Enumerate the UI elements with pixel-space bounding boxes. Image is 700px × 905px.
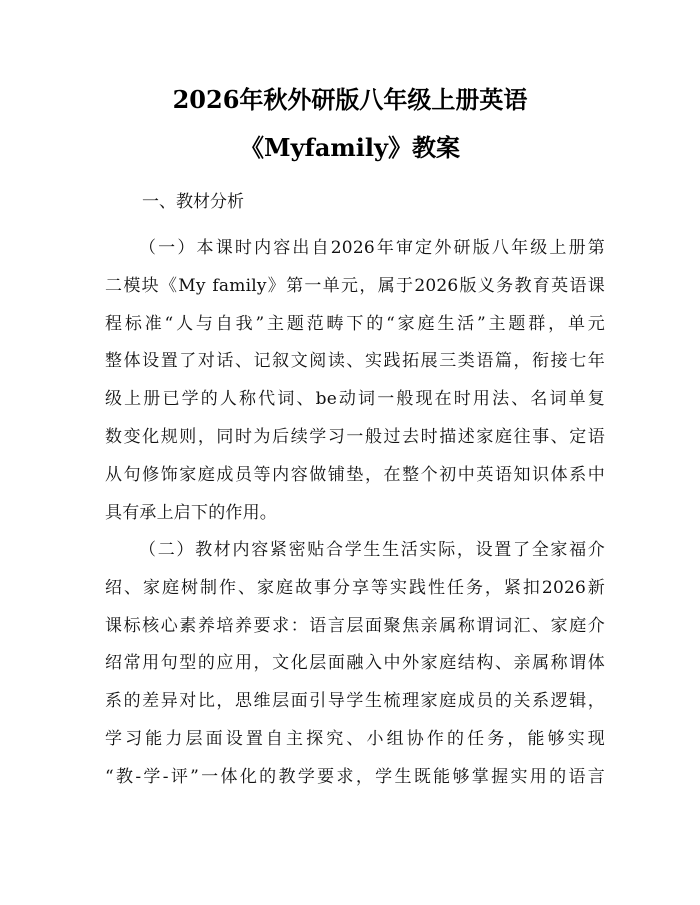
paragraph-1-line: 程标准“人与自我”主题范畴下的“家庭生活”主题群，单元 — [105, 313, 605, 334]
paragraph-2-line: （二）教材内容紧密贴合学生生活实际，设置了全家福介 — [139, 540, 605, 560]
document-title-line-2: 《Myfamily》教案 — [240, 133, 460, 162]
paragraph-1 — [105, 236, 605, 538]
paragraph-1-line: 级上册已学的人称代词、be动词一般现在时用法、名词单复 — [105, 389, 605, 410]
paragraph-1-line: 二模块《My family》第一单元，属于2026版义务教育英语课 — [105, 275, 605, 296]
document-title-line-1: 2026年秋外研版八年级上册英语 — [172, 85, 528, 114]
paragraph-1-line: 具有承上启下的作用。 — [105, 502, 277, 523]
paragraph-1-line: 数变化规则，同时为后续学习一般过去时描述家庭往事、定语 — [105, 426, 605, 447]
paragraph-2-line: 学习能力层面设置自主探究、小组协作的任务，能够实现 — [105, 728, 605, 749]
section-heading-textbook-analysis: 一、教材分析 — [142, 192, 244, 212]
paragraph-2-line: 课标核心素养培养要求：语言层面聚焦亲属称谓词汇、家庭介 — [105, 615, 605, 636]
paragraph-1-line: 从句修饰家庭成员等内容做铺垫，在整个初中英语知识体系中 — [105, 464, 605, 485]
paragraph-1-line: （一）本课时内容出自2026年审定外研版八年级上册第 — [139, 238, 605, 258]
paragraph-2-line: “教-学-评”一体化的教学要求，学生既能够掌握实用的语言 — [105, 766, 605, 787]
paragraph-2-line: 绍常用句型的应用，文化层面融入中外家庭结构、亲属称谓体 — [105, 653, 605, 674]
paragraph-2 — [105, 538, 605, 803]
paragraph-2-line: 绍、家庭树制作、家庭故事分享等实践性任务，紧扣2026新 — [105, 577, 605, 598]
paragraph-1-line: 整体设置了对话、记叙文阅读、实践拓展三类语篇，衔接七年 — [105, 351, 605, 372]
paragraph-2-line: 系的差异对比，思维层面引导学生梳理家庭成员的关系逻辑， — [105, 691, 605, 712]
